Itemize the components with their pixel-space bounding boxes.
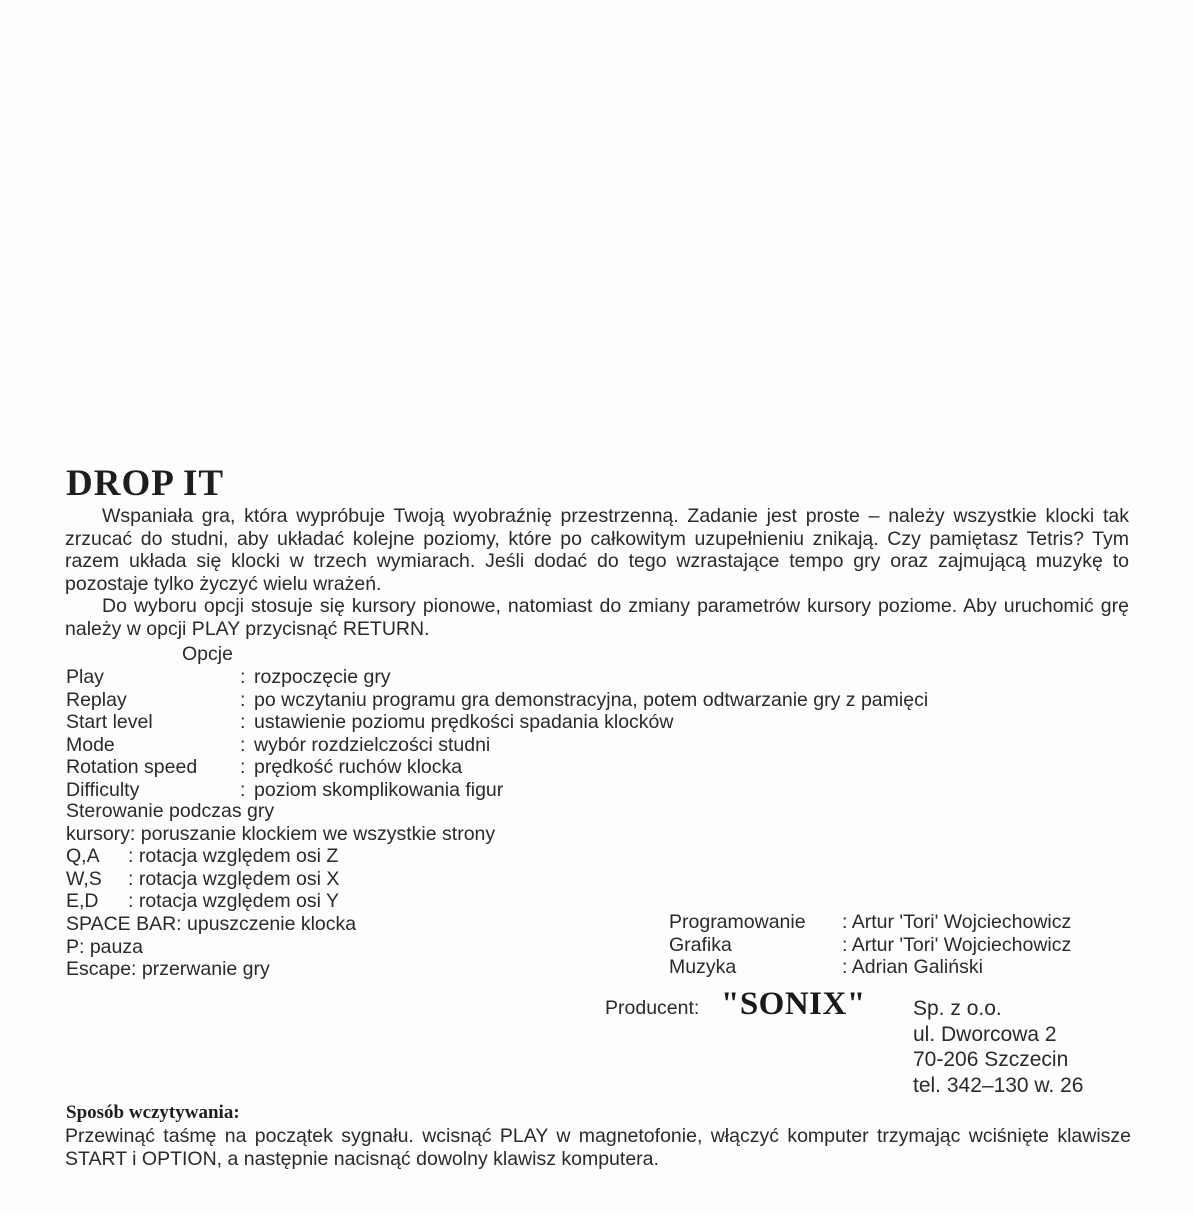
option-name: Mode (66, 733, 115, 756)
address-line: tel. 342–130 w. 26 (913, 1073, 1084, 1097)
option-name: Difficulty (66, 778, 140, 801)
option-desc: wybór rozdzielczości studni (254, 733, 491, 756)
options-heading: Opcje (182, 643, 233, 665)
option-separator: : (240, 733, 246, 756)
control-space-bar: SPACE BAR: upuszczenie klocka (66, 912, 357, 935)
credit-name: : Artur 'Tori' Wojciechowicz (842, 911, 1072, 933)
option-separator: : (240, 711, 246, 734)
option-separator: : (240, 666, 246, 688)
loading-heading: Sposób wczytywania: (66, 1102, 240, 1123)
option-desc: po wczytaniu programu gra demonstracyjna, potem odtwarzanie gry z pamięci (254, 688, 929, 711)
option-desc: rozpoczęcie gry (254, 666, 391, 688)
credit-role: Grafika (669, 933, 732, 956)
intro-paragraph-1: Wspaniała gra, która wypróbuje Twoją wyobraźnię przestrzenną. Zadanie jest proste – należy wszystkie klocki tak zrzucać do studni, aby układać kolejne poziomy, które po całkowitym uzupełnieniu znikają. Czy pamiętasz Tetris? Tym razem układa się klocki w trzech wymiarach. Jeśli dodać do tego wzrastające tempo gry oraz zajmującą muzykę to pozostaje tylko życzyć wielu wrażeń. (65, 505, 1129, 595)
control-desc: : rotacja względem osi Z (128, 845, 339, 868)
credit-role: Programowanie (669, 911, 806, 933)
option-row-start-level (66, 711, 928, 734)
control-row-qa (66, 845, 495, 868)
control-escape: Escape: przerwanie gry (66, 958, 270, 981)
controls-heading: Sterowanie podczas gry (66, 800, 275, 822)
credit-name: : Adrian Galiński (842, 956, 983, 978)
credit-name: : Artur 'Tori' Wojciechowicz (842, 933, 1072, 956)
credits-list (669, 911, 1071, 979)
controls-section (66, 800, 495, 981)
credit-row-music (669, 956, 1071, 979)
option-desc: ustawienie poziomu prędkości spadania klocków (254, 711, 674, 734)
control-key: Q,A (66, 845, 100, 868)
control-key: E,D (66, 890, 99, 913)
intro-text (65, 505, 1129, 640)
control-row-ws (66, 868, 495, 891)
option-desc: poziom skomplikowania figur (254, 778, 504, 801)
credit-role: Muzyka (669, 956, 737, 978)
game-title: DROP IT (66, 463, 225, 504)
producer-address (913, 996, 1083, 1098)
credit-row-graphics (669, 934, 1071, 957)
address-line: 70-206 Szczecin (913, 1048, 1069, 1071)
producer-label: Producent: (605, 997, 700, 1019)
intro-paragraph-2: Do wyboru opcji stosuje się kursory pionowe, natomiast do zmiany parametrów kursory poziome. Aby uruchomić grę należy w opcji PLAY przycisnąć RETURN. (65, 595, 1129, 640)
option-row-play (66, 666, 928, 689)
control-pause: P: pauza (66, 935, 143, 958)
control-desc: : rotacja względem osi X (128, 867, 340, 890)
loading-text: Przewinąć taśmę na początek sygnału. wcisnąć PLAY w magnetofonie, włączyć komputer trzymając wciśnięte klawisze START i OPTION, a następnie nacisnąć dowolny klawisz komputera. (65, 1125, 1131, 1170)
option-row-rotation-speed (66, 756, 928, 779)
option-separator: : (240, 756, 246, 779)
option-row-replay (66, 689, 928, 712)
option-row-mode (66, 734, 928, 757)
control-row-ed (66, 890, 495, 913)
option-name: Rotation speed (66, 756, 198, 779)
control-desc: : rotacja względem osi Y (128, 890, 339, 913)
options-list (66, 666, 928, 802)
option-row-difficulty (66, 779, 928, 802)
option-desc: prędkość ruchów klocka (254, 756, 463, 779)
option-name: Start level (66, 711, 153, 734)
option-separator: : (240, 688, 246, 711)
producer-name: "SONIX" (721, 986, 866, 1022)
credit-row-programming (669, 911, 1071, 934)
control-key: W,S (66, 867, 102, 890)
controls-cursors: kursory: poruszanie klockiem we wszystkie strony (66, 822, 496, 845)
address-line: Sp. z o.o. (913, 997, 1002, 1020)
option-name: Play (66, 666, 104, 688)
option-separator: : (240, 778, 246, 801)
option-name: Replay (66, 688, 127, 711)
address-line: ul. Dworcowa 2 (913, 1022, 1057, 1046)
